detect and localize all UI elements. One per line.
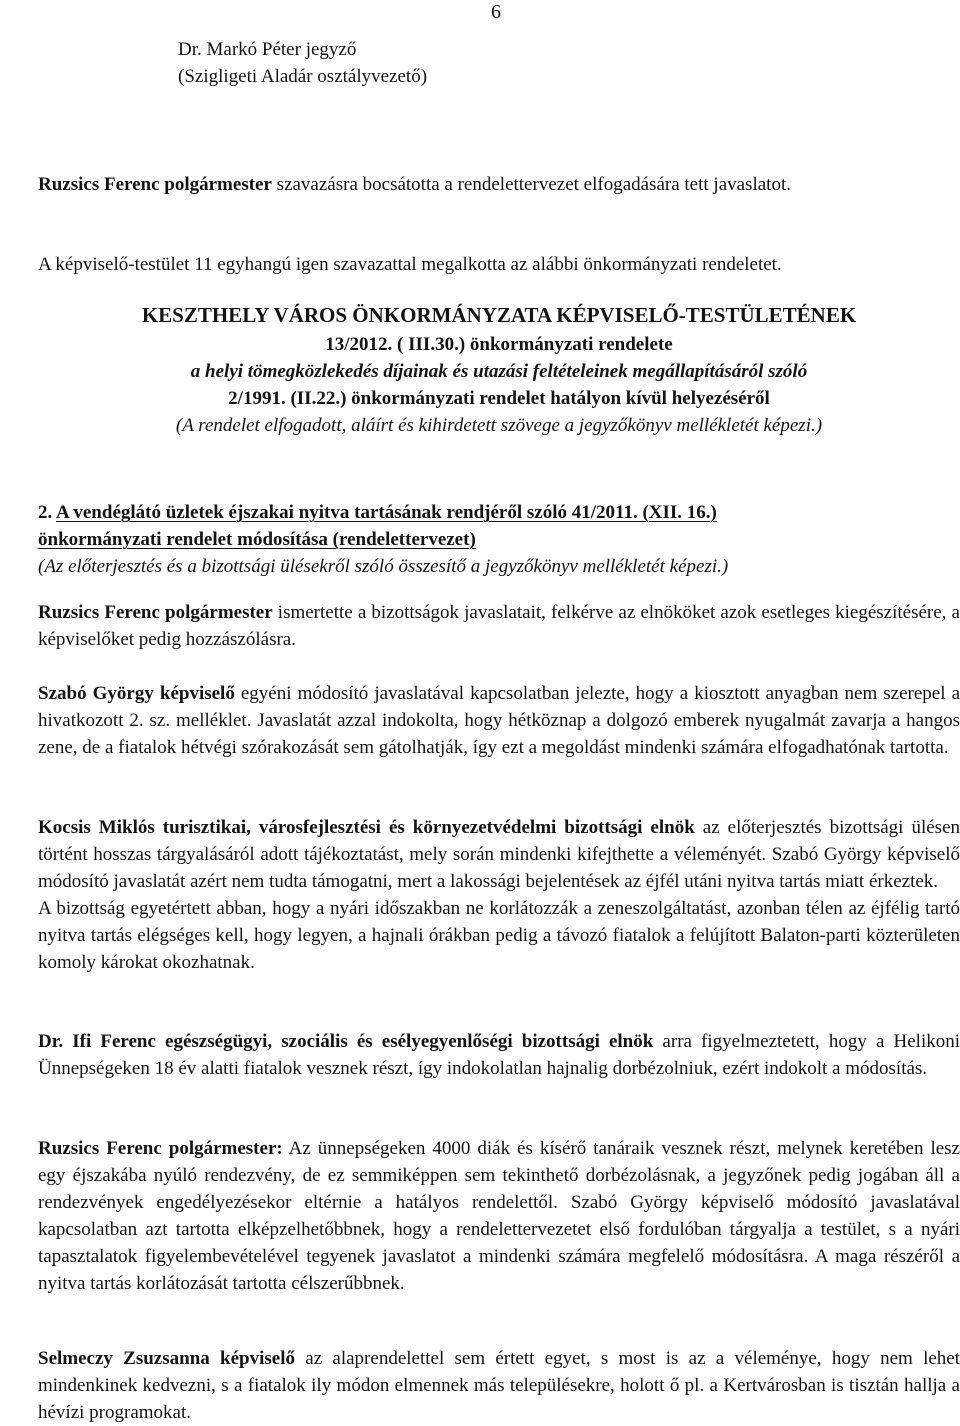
agenda-item-number: 2. [38, 502, 53, 523]
paragraph-mayor-response [38, 1135, 960, 1297]
paragraph-text: egyéni módosító javaslatával kapcsolatban jelezte, hogy a kiosztott anyagban nem szerepel a hivatkozott 2. sz. melléklet. Javaslatát azzal indokolta, hogy hétköznap a dolgozó emberek nyugalmát zavarja a hangos zene, de a fiatalok hétvégi szórakozását sem gátolhatják, így ezt a megoldást mindenki számára elfogadhatónak tartotta. [38, 683, 960, 758]
speaker-name: Kocsis Miklós turisztikai, városfejlesztési és környezetvédelmi bizottsági elnök [38, 817, 695, 838]
speaker-name: Selmeczy Zsuzsanna képviselő [38, 1348, 295, 1369]
paragraph-text: az alaprendelettel sem értett egyet, s most is az a véleménye, hogy nem lehet mindenkinek kedvezni, s a fiatalok ily módon elmennek más településekre, holott ő pl. a Kertvárosban is tisztán hallja a hévízi programokat. [38, 1348, 960, 1423]
decree-number: 13/2012. ( III.30.) önkormányzati rendelete [325, 334, 673, 355]
decree-subject: a helyi tömegközlekedés díjainak és utazási feltételeinek megállapításáról szóló [190, 361, 808, 382]
page-number: 6 [491, 1, 501, 23]
paragraph-text: az előterjesztés bizottsági ülésen történt hosszas tárgyalásáról adott tájékoztatást, mely során mindenki kifejthette a véleményét. Szabó György képviselő módosító javaslatát azért nem tudta támogatni, mert a lakossági bejelentések az éjfél utáni nyitva tartás miatt érkeztek. [38, 817, 960, 892]
agenda-item-2 [38, 499, 960, 580]
paragraph-committee: A bizottság egyetértett abban, hogy a nyári időszakban ne korlátozzák a zeneszolgáltatást, azonban télen az éjfélig tartó nyitva tartás elégséges kell, hogy legyen, a hajnali órákban pedig a távozó fiatalok a felújított Balaton-parti közterületen komoly károkat okozhatnak. [38, 898, 960, 973]
decree-note: (A rendelet elfogadott, aláírt és kihirdetett szövege a jegyzőkönyv mellékletét képezi.) [175, 415, 823, 436]
paragraph-text: arra figyelmeztetett, hogy a Helikoni Ünnepségeken 18 év alatti fiatalok vesznek részt, így indokolatlan hajnalig dorbézolniuk, ezért indokolt a módosítás. [38, 1031, 960, 1079]
paragraph-text: ismertette a bizottságok javaslatait, felkérve az elnököket azok esetleges kiegészítésére, a képviselőket pedig hozzászólásra. [38, 602, 960, 650]
paragraph-kocsis [38, 814, 960, 976]
paragraph-ifi [38, 1028, 960, 1082]
agenda-item-title-line2: önkormányzati rendelet módosítása (rendelettervezet) [38, 529, 476, 550]
paragraph-vote-result [38, 251, 960, 278]
decree-repeal: 2/1991. (II.22.) önkormányzati rendelet hatályon kívül helyezéséről [228, 388, 770, 409]
speaker-name: Dr. Ifi Ferenc egészségügyi, szociális és esélyegyenlőségi bizottsági elnök [38, 1031, 654, 1052]
agenda-item-title-line1: A vendéglátó üzletek éjszakai nyitva tartásának rendjéről szóló 41/2011. (XII. 16.) [55, 502, 717, 523]
paragraph-selmeczy [38, 1345, 960, 1426]
decree-heading: KESZTHELY VÁROS ÖNKORMÁNYZATA KÉPVISELŐ-TESTÜLETÉNEK [141, 303, 857, 327]
speaker-name: Ruzsics Ferenc polgármester [38, 174, 272, 195]
paragraph-vote-proposal [38, 171, 960, 198]
speaker-name: Ruzsics Ferenc polgármester [38, 602, 273, 623]
signature-role: (Szigligeti Aladár osztályvezető) [178, 66, 428, 87]
signature-name: Dr. Markó Péter jegyző [178, 39, 357, 60]
paragraph-text: A képviselő-testület 11 egyhangú igen szavazattal megalkotta az alábbi önkormányzati rendeletet. [38, 254, 782, 275]
signature-block [38, 36, 960, 90]
paragraph-text: szavazásra bocsátotta a rendelettervezet elfogadására tett javaslatot. [271, 174, 791, 195]
paragraph-szabo [38, 680, 960, 761]
paragraph-mayor-intro [38, 599, 960, 653]
speaker-name: Ruzsics Ferenc polgármester: [38, 1138, 283, 1159]
decree-block [38, 301, 960, 439]
paragraph-text: Az ünnepségeken 4000 diák és kísérő tanáraik vesznek részt, melynek keretében lesz egy éjszakába nyúló rendezvény, de ez semmiképpen sem tekinthető dorbézolásnak, a jegyzőnek pedig jogában áll a rendezvények engedélyezésekor eltérnie a hatályos rendelettől. Szabó György képviselő módosító javaslatával kapcsolatban azt tartotta elképzelhetőbbnek, hogy a rendelettervezetet első fordulóban tárgyalja a testület, s a nyári tapasztalatok figyelembevételével tegyenek javaslatot a mindenki számára megfelelő módosításra. A maga részéről a nyitva tartás korlátozását tartotta célszerűbbnek. [38, 1138, 960, 1294]
speaker-name: Szabó György képviselő [38, 683, 235, 704]
agenda-item-note: (Az előterjesztés és a bizottsági ülésekről szóló összesítő a jegyzőkönyv mellékletét képezi.) [38, 556, 729, 577]
